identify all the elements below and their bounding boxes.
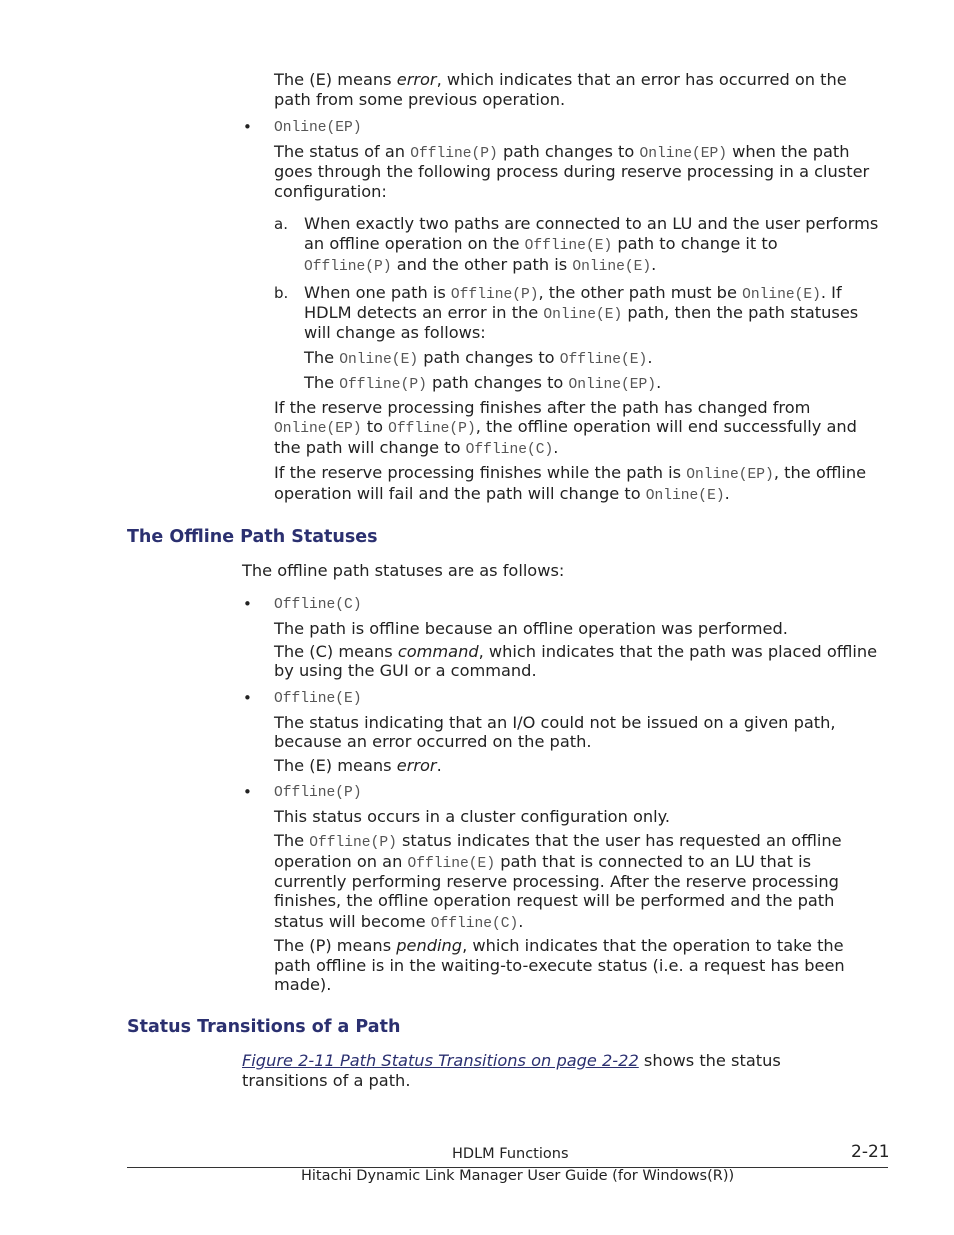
footer-chapter: HDLM Functions	[452, 1146, 569, 1162]
step-b-line3: will change as follows:	[304, 323, 486, 342]
offline-intro-text: The offline path statuses are as follows:	[242, 561, 565, 580]
offline-p-meaning-line2: path offline is in the waiting-to-execute status (i.e. a request has been	[274, 956, 845, 975]
section-heading-status-transitions: Status Transitions of a Path	[127, 1017, 401, 1037]
bullet-icon: •	[243, 595, 252, 613]
bullet-icon: •	[243, 783, 252, 801]
offline-e-meaning: The (E) means error.	[274, 756, 442, 775]
reserve-result-2-line2: operation will fail and the path will change to Online(E).	[274, 484, 730, 504]
list-label-b: b.	[274, 284, 289, 302]
offline-p-detail-line4: finishes, the offline operation request will be performed and the path	[274, 891, 835, 910]
offline-e-desc: The status indicating that an I/O could not be issued on a given path,	[274, 713, 836, 732]
status-term-offline-c: Offline(C)	[274, 597, 362, 613]
offline-c-meaning-line2: by using the GUI or a command.	[274, 661, 537, 680]
offline-c-desc: The path is offline because an offline operation was performed.	[274, 619, 788, 638]
reserve-result-2-line1: If the reserve processing finishes while the path is Online(EP), the offline	[274, 463, 867, 483]
offline-p-detail-line1: The Offline(P) status indicates that the user has requested an offline	[274, 831, 842, 851]
error-meaning-text-line2: path from some previous operation.	[274, 90, 566, 109]
page-number: 2-21	[851, 1142, 890, 1162]
reserve-result-1-line2: Online(EP) to Offline(P), the offline operation will end successfully and	[274, 417, 857, 437]
reserve-result-1-line1: If the reserve processing finishes after the path has changed from	[274, 398, 811, 417]
offline-p-meaning-line3: made).	[274, 975, 332, 994]
offline-p-detail-line2: operation on an Offline(E) path that is connected to an LU that is	[274, 852, 812, 872]
bullet-icon: •	[243, 689, 252, 707]
offline-p-desc: This status occurs in a cluster configuration only.	[274, 807, 671, 826]
reserve-result-1-line3: the path will change to Offline(C).	[274, 438, 559, 458]
step-b-sub1: The Online(E) path changes to Offline(E).	[304, 348, 653, 368]
step-a-line3: Offline(P) and the other path is Online(E).	[304, 255, 657, 275]
status-term-offline-p: Offline(P)	[274, 785, 362, 801]
transitions-text-line1: Figure 2-11 Path Status Transitions on page 2-22 shows the status	[242, 1051, 781, 1070]
bullet-icon: •	[243, 118, 252, 136]
step-a-line2: an offline operation on the Offline(E) path to change it to	[304, 234, 778, 254]
status-term-online-ep: Online(EP)	[274, 120, 362, 136]
offline-p-detail-line5: status will become Offline(C).	[274, 912, 524, 932]
offline-c-meaning: The (C) means command, which indicates that the path was placed offline	[274, 642, 878, 661]
figure-reference-link[interactable]: Figure 2-11 Path Status Transitions on page 2-22	[242, 1051, 639, 1070]
step-b-sub2: The Offline(P) path changes to Online(EP).	[304, 373, 662, 393]
online-ep-description: The status of an Offline(P) path changes to Online(EP) when the path	[274, 142, 850, 162]
footer-guide-title: Hitachi Dynamic Link Manager User Guide (for Windows(R))	[301, 1168, 735, 1184]
online-ep-description-line2: goes through the following process during reserve processing in a cluster	[274, 162, 870, 181]
list-label-a: a.	[274, 215, 288, 233]
step-b-line2: HDLM detects an error in the Online(E) path, then the path statuses	[304, 303, 859, 323]
step-b-line1: When one path is Offline(P), the other path must be Online(E). If	[304, 283, 842, 303]
online-ep-description-line3: configuration:	[274, 182, 387, 201]
step-a-line1: When exactly two paths are connected to an LU and the user performs	[304, 214, 879, 233]
error-meaning-text: The (E) means error, which indicates that an error has occurred on the	[274, 70, 847, 89]
status-term-offline-e: Offline(E)	[274, 691, 362, 707]
offline-p-detail-line3: currently performing reserve processing. After the reserve processing	[274, 872, 839, 891]
offline-p-meaning-line1: The (P) means pending, which indicates that the operation to take the	[274, 936, 844, 955]
offline-e-desc-line2: because an error occurred on the path.	[274, 732, 592, 751]
transitions-text-line2: transitions of a path.	[242, 1071, 411, 1090]
section-heading-offline-statuses: The Offline Path Statuses	[127, 527, 378, 547]
